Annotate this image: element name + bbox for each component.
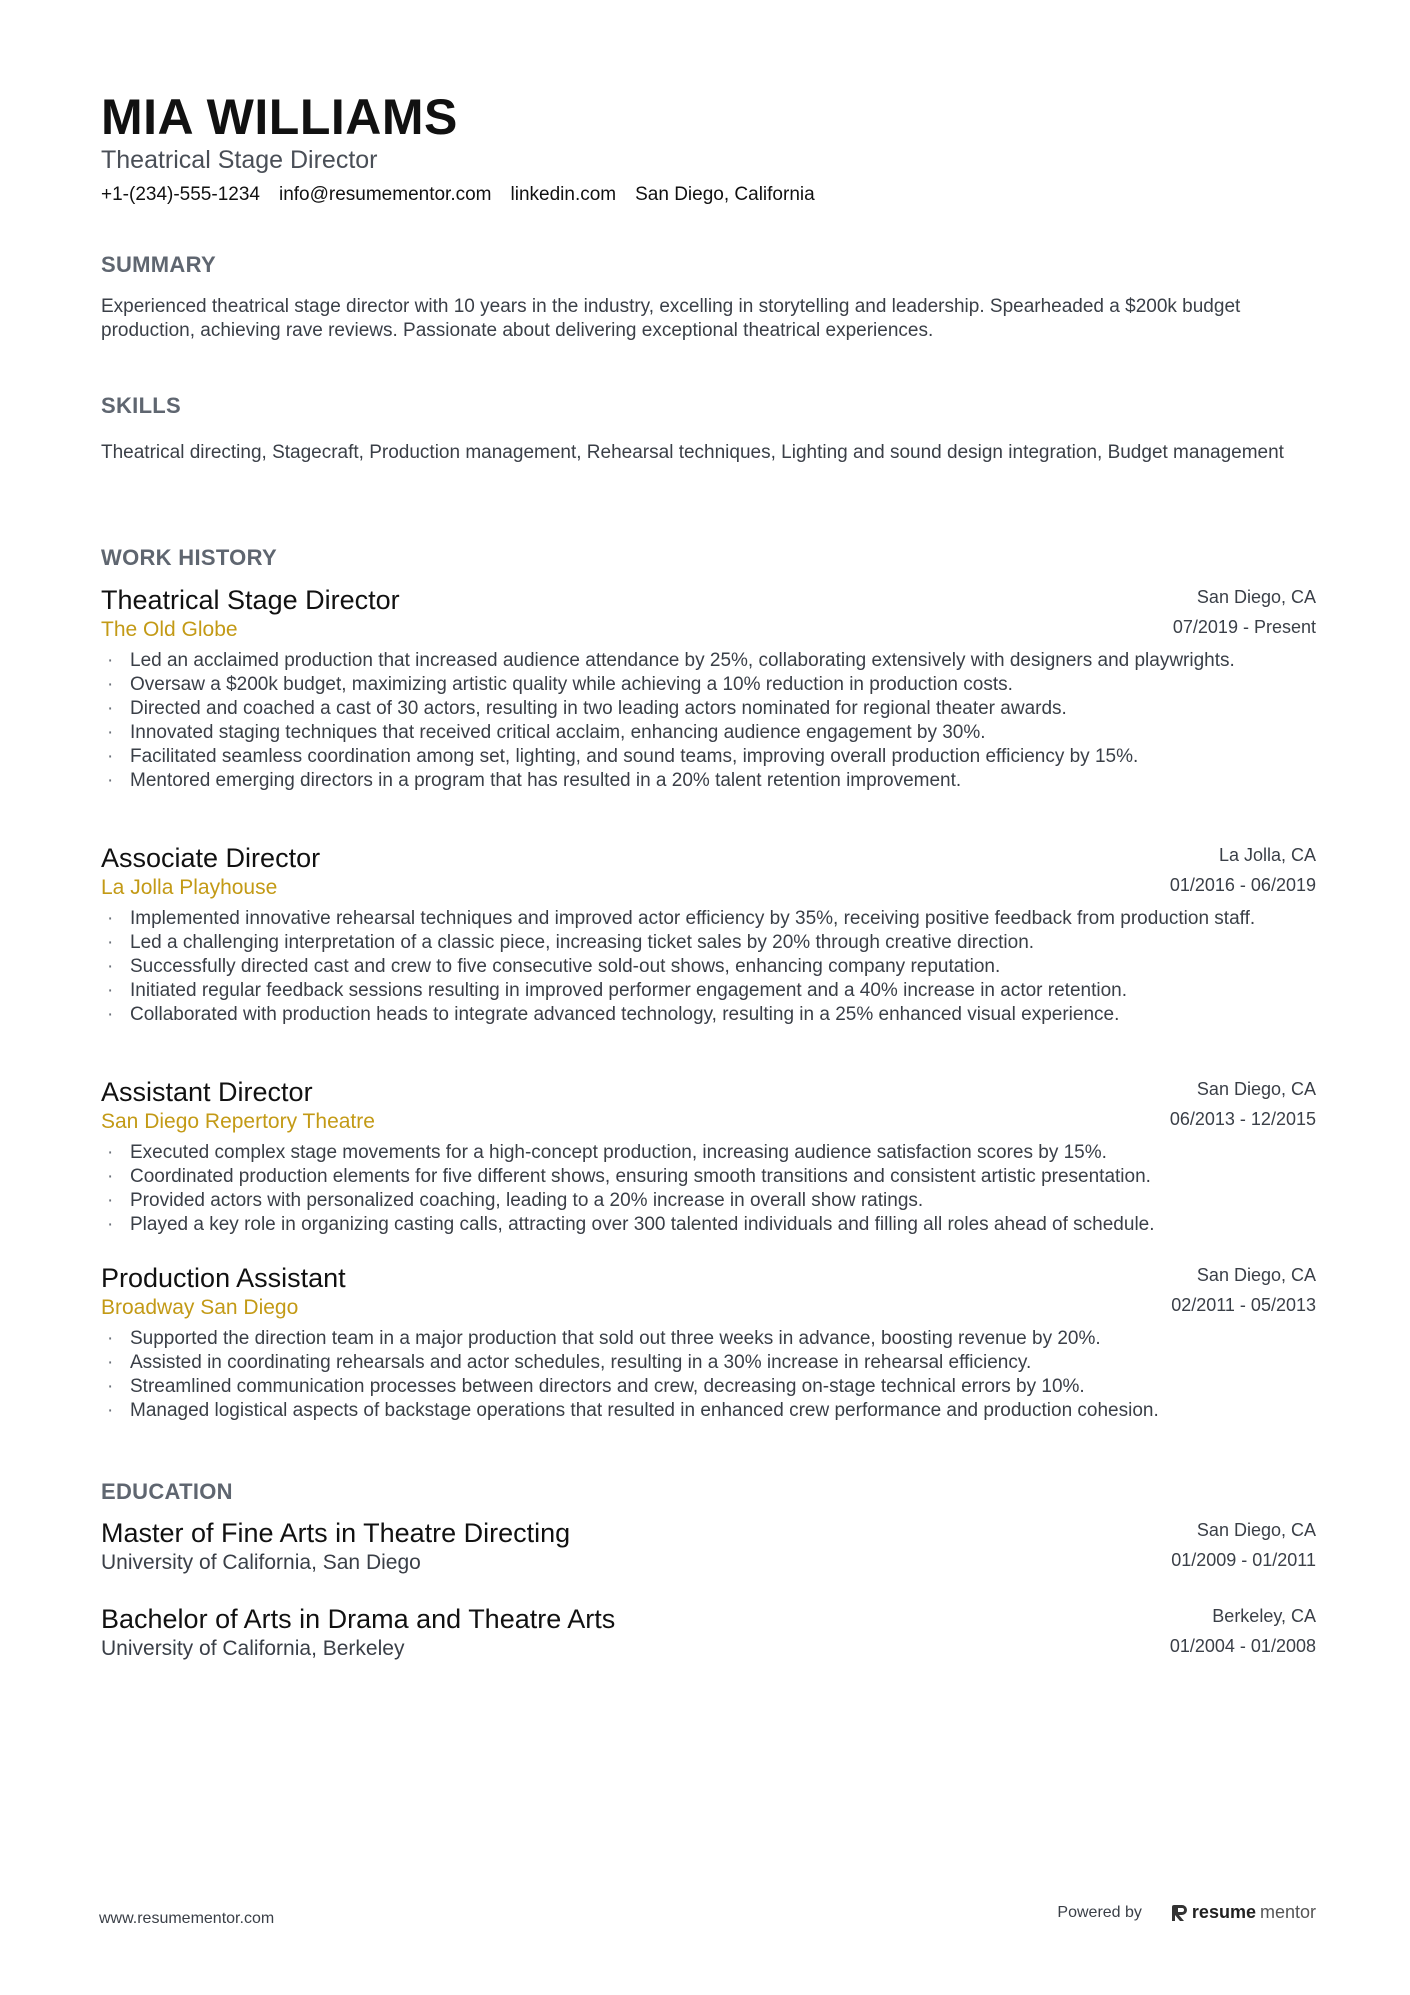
job-bullet: · Innovated staging techniques that received critical acclaim, enhancing audience engagement by 30%. <box>101 721 1300 745</box>
summary-heading: SUMMARY <box>101 252 216 277</box>
job-bullet: · Oversaw a $200k budget, maximizing artistic quality while achieving a 10% reduction in production costs. <box>101 673 1300 697</box>
education-school: University of California, Berkeley <box>101 1637 405 1660</box>
job-bullet: · Played a key role in organizing casting calls, attracting over 300 talented individuals and filling all roles ahead of schedule. <box>101 1213 1300 1237</box>
job-role: Production Assistant <box>101 1263 346 1293</box>
job-bullet: · Implemented innovative rehearsal techniques and improved actor efficiency by 35%, receiving positive feedback from production staff. <box>101 907 1300 931</box>
job-entry <box>101 843 1316 1027</box>
job-role: Theatrical Stage Director <box>101 585 400 615</box>
education-entry <box>101 1518 1316 1578</box>
education-degree: Master of Fine Arts in Theatre Directing <box>101 1518 571 1548</box>
job-bullet: · Managed logistical aspects of backstage operations that resulted in enhanced crew performance and production cohesion. <box>101 1399 1300 1423</box>
brand-logo[interactable] <box>1172 1902 1316 1923</box>
job-bullet: · Provided actors with personalized coaching, leading to a 20% increase in overall show ratings. <box>101 1189 1300 1213</box>
resumementor-logo-icon <box>1172 1903 1188 1923</box>
job-dates: 01/2016 - 06/2019 <box>1169 875 1316 895</box>
education-entry <box>101 1604 1316 1664</box>
contact-location: San Diego, California <box>635 184 815 205</box>
contact-phone: +1-(234)-555-1234 <box>101 184 260 205</box>
job-location: San Diego, CA <box>1196 587 1316 607</box>
job-bullets <box>101 907 1316 1027</box>
job-entry <box>101 585 1316 793</box>
education-dates: 01/2004 - 01/2008 <box>1169 1636 1316 1656</box>
job-bullets <box>101 1327 1316 1423</box>
job-bullet: · Coordinated production elements for five different shows, ensuring smooth transitions and consistent artistic presentation. <box>101 1165 1300 1189</box>
job-bullet: · Mentored emerging directors in a program that has resulted in a 20% talent retention improvement. <box>101 769 1300 793</box>
education-location: San Diego, CA <box>1196 1520 1316 1540</box>
job-bullets <box>101 649 1316 793</box>
skills-text: Theatrical directing, Stagecraft, Production management, Rehearsal techniques, Lighting and sound design integration, Budget management <box>101 442 1284 463</box>
job-entry <box>101 1077 1316 1237</box>
job-entry <box>101 1263 1316 1423</box>
job-company: Broadway San Diego <box>101 1296 299 1319</box>
job-bullet: · Collaborated with production heads to integrate advanced technology, resulting in a 25% enhanced visual experience. <box>101 1003 1300 1027</box>
job-bullet: · Initiated regular feedback sessions resulting in improved performer engagement and a 40% increase in actor retention. <box>101 979 1300 1003</box>
brand-name-resume: resume <box>1191 1902 1256 1922</box>
job-bullet: · Facilitated seamless coordination among set, lighting, and sound teams, improving overall production efficiency by 15%. <box>101 745 1300 769</box>
job-location: La Jolla, CA <box>1218 845 1316 865</box>
job-location: San Diego, CA <box>1196 1265 1316 1285</box>
job-location: San Diego, CA <box>1196 1079 1316 1099</box>
education-degree: Bachelor of Arts in Drama and Theatre Arts <box>101 1604 616 1634</box>
job-bullet: · Executed complex stage movements for a high-concept production, increasing audience satisfaction scores by 15%. <box>101 1141 1300 1165</box>
job-dates: 02/2011 - 05/2013 <box>1171 1295 1316 1315</box>
footer-branding <box>1057 1902 1316 1923</box>
job-bullets <box>101 1141 1316 1237</box>
job-company: The Old Globe <box>101 618 238 641</box>
footer-website[interactable]: www.resumementor.com <box>99 1910 275 1927</box>
job-bullet: · Led a challenging interpretation of a classic piece, increasing ticket sales by 20% through creative direction. <box>101 931 1300 955</box>
job-dates: 06/2013 - 12/2015 <box>1169 1109 1316 1129</box>
brand-name-mentor: mentor <box>1259 1902 1316 1922</box>
job-dates: 07/2019 - Present <box>1172 617 1316 637</box>
job-bullet: · Assisted in coordinating rehearsals and actor schedules, resulting in a 30% increase in rehearsal efficiency. <box>101 1351 1300 1375</box>
job-bullet: · Directed and coached a cast of 30 actors, resulting in two leading actors nominated for regional theater awards. <box>101 697 1300 721</box>
job-bullet: · Supported the direction team in a major production that sold out three weeks in advance, boosting revenue by 20%. <box>101 1327 1300 1351</box>
job-company: San Diego Repertory Theatre <box>101 1110 375 1133</box>
education-location: Berkeley, CA <box>1212 1606 1316 1626</box>
job-role: Associate Director <box>101 843 321 873</box>
education-dates: 01/2009 - 01/2011 <box>1171 1550 1316 1570</box>
job-bullet: · Led an acclaimed production that increased audience attendance by 25%, collaborating extensively with designers and playwrights. <box>101 649 1300 673</box>
summary-text: Experienced theatrical stage director with 10 years in the industry, excelling in storytelling and leadership. Spearheaded a $200k budget production, achieving rave reviews. Passionate about delivering exceptional theatrical experiences. <box>101 296 1241 341</box>
contact-linkedin: linkedin.com <box>510 184 617 205</box>
job-role: Assistant Director <box>101 1077 313 1107</box>
contact-line <box>101 184 815 206</box>
candidate-title: Theatrical Stage Director <box>101 146 378 174</box>
contact-email: info@resumementor.com <box>278 184 492 205</box>
education-school: University of California, San Diego <box>101 1551 421 1574</box>
job-bullet: · Streamlined communication processes between directors and crew, decreasing on-stage technical errors by 10%. <box>101 1375 1300 1399</box>
powered-by-label: Powered by <box>1057 1903 1142 1921</box>
job-bullet: · Successfully directed cast and crew to five consecutive sold-out shows, enhancing company reputation. <box>101 955 1300 979</box>
work-history-heading: WORK HISTORY <box>101 545 277 570</box>
education-heading: EDUCATION <box>101 1479 233 1504</box>
candidate-name: MIA WILLIAMS <box>101 89 458 145</box>
job-company: La Jolla Playhouse <box>101 876 278 899</box>
skills-heading: SKILLS <box>101 393 182 418</box>
